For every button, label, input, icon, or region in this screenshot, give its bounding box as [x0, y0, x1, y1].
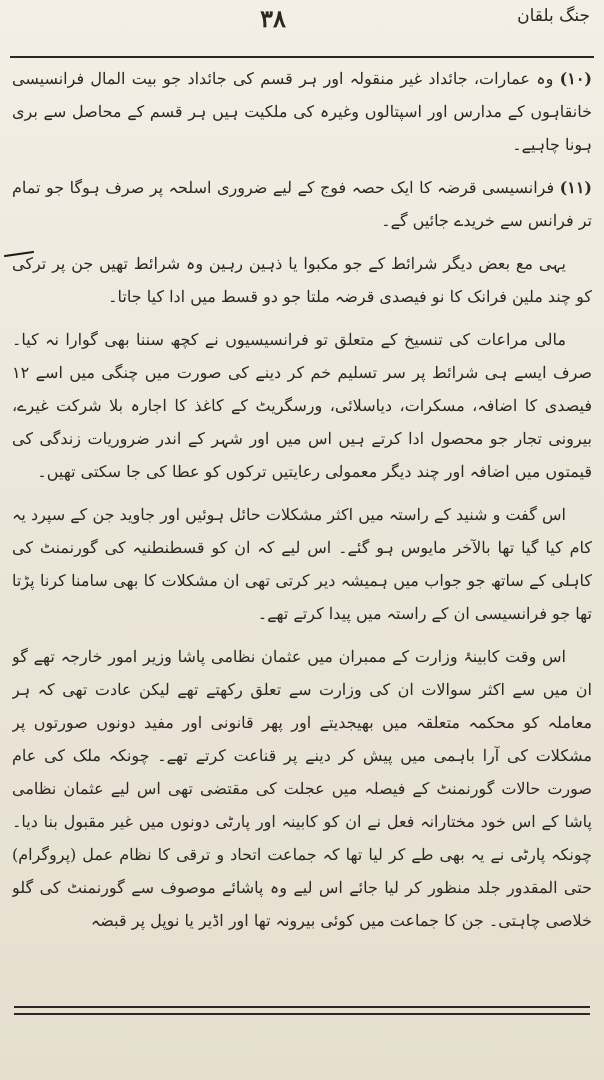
footer-rule [14, 1006, 590, 1008]
paragraph-text: اس گفت و شنید کے راستہ میں اکثر مشکلات حائل ہوئیں اور جاوید جن کے سپرد یہ کام کیا گیا تھا بالآخر مایوس ہو گئے۔ اس لیے کہ ان کو قسطنطنیہ کی گورنمنٹ کی کاہلی کے ساتھ جو جواب میں ہمیشہ دیر کرتی تھی ان مشکلات کا بھی سامنا کرنا پڑتا تھا جو فرانسیسی ان کے راستہ میں پیدا کرتے تھے۔ [12, 505, 592, 623]
paragraph [12, 171, 592, 237]
paragraph [12, 323, 592, 488]
page-header [0, 0, 604, 52]
body-text [12, 62, 592, 994]
paragraph-text: فرانسیسی قرضہ کا ایک حصہ فوج کے لیے ضروری اسلحہ پر صرف ہوگا جو تمام تر فرانس سے خریدے جائیں گے۔ [12, 178, 592, 230]
item-number: (۱۱) [559, 178, 592, 197]
running-title: جنگ بلقان [517, 6, 590, 26]
footer-rule [14, 1013, 590, 1015]
page-number: ۳۸ [260, 4, 286, 33]
paragraph [12, 247, 592, 313]
paragraph [12, 498, 592, 630]
item-number: (۱۰) [559, 69, 592, 88]
header-rule [10, 56, 594, 58]
paragraph-text: یہی مع بعض دیگر شرائط کے جو مکبوا یا ذہین رہین وہ شرائط تھیں جن پر ترکی کو چند ملین فرانک کا نو فیصدی قرضہ ملتا جو دو قسط میں ادا کیا جاتا۔ [12, 254, 592, 306]
paragraph [12, 62, 592, 161]
paragraph-text: مالی مراعات کی تنسیخ کے متعلق تو فرانسیسیوں نے کچھ سننا بھی گوارا نہ کیا۔ صرف ایسے ہی شرائط پر سر تسلیم خم کر دینے کی صورت میں چنگی میں اسے ۱۲ فیصدی کا اضافہ، مسکرات، دیاسلائی، ورسگریٹ کے کاغذ کا اجارہ بلا شرکت غیرے، بیرونی تجار جو محصول ادا کرتے ہیں اس میں اور شہر کے اندر ضروریات زندگی کی قیمتوں میں اضافہ اور چند دیگر معمولی رعایتیں ترکوں کو عطا کی جا سکتی تھیں۔ [12, 330, 592, 481]
paragraph-text: وہ عمارات، جائداد غیر منقولہ اور ہر قسم کی جائداد جو بیت المال فرانسیسی خانقاہوں کے مدارس اور اسپتالوں وغیرہ کی ملکیت ہیں ہر قسم کے محاصل سے بری ہونا چاہیے۔ [12, 69, 592, 154]
paragraph-text: اس وقت کابینۂ وزارت کے ممبران میں عثمان نظامی پاشا وزیر امور خارجہ تھے گو ان میں سے اکثر سوالات ان کی وزارت سے تعلق رکھتے تھے لیکن عادت تھی کہ ہر معاملہ کو محکمہ متعلقہ میں بھیجدیتے اور پھر قانونی اور مفید دونوں صورتوں پر مشکلات کی آرا باہمی میں پیش کر دینے پر قناعت کرتے تھے۔ چونکہ ملک کی عام صورت حالات گورنمنٹ کے فیصلہ میں عجلت کی مقتضی تھی اس لیے عثمان نظامی پاشا کے اس خود مختارانہ فعل نے ان کو کابینہ اور پارٹی دونوں میں غیر مقبول بنا دیا۔ چونکہ پارٹی نے یہ بھی طے کر لیا تھا کہ جماعت اتحاد و ترقی کا نظام عمل (پروگرام) حتی المقدور جلد منظور کر لیا جائے اس لیے وہ پاشائے موصوف سے گورنمنٹ کی گلو خلاصی چاہتی۔ جن کا جماعت میں کوئی بیرونہ تھا اور اڈیر یا نوپل پر قبضہ [12, 647, 592, 930]
paragraph [12, 640, 592, 937]
